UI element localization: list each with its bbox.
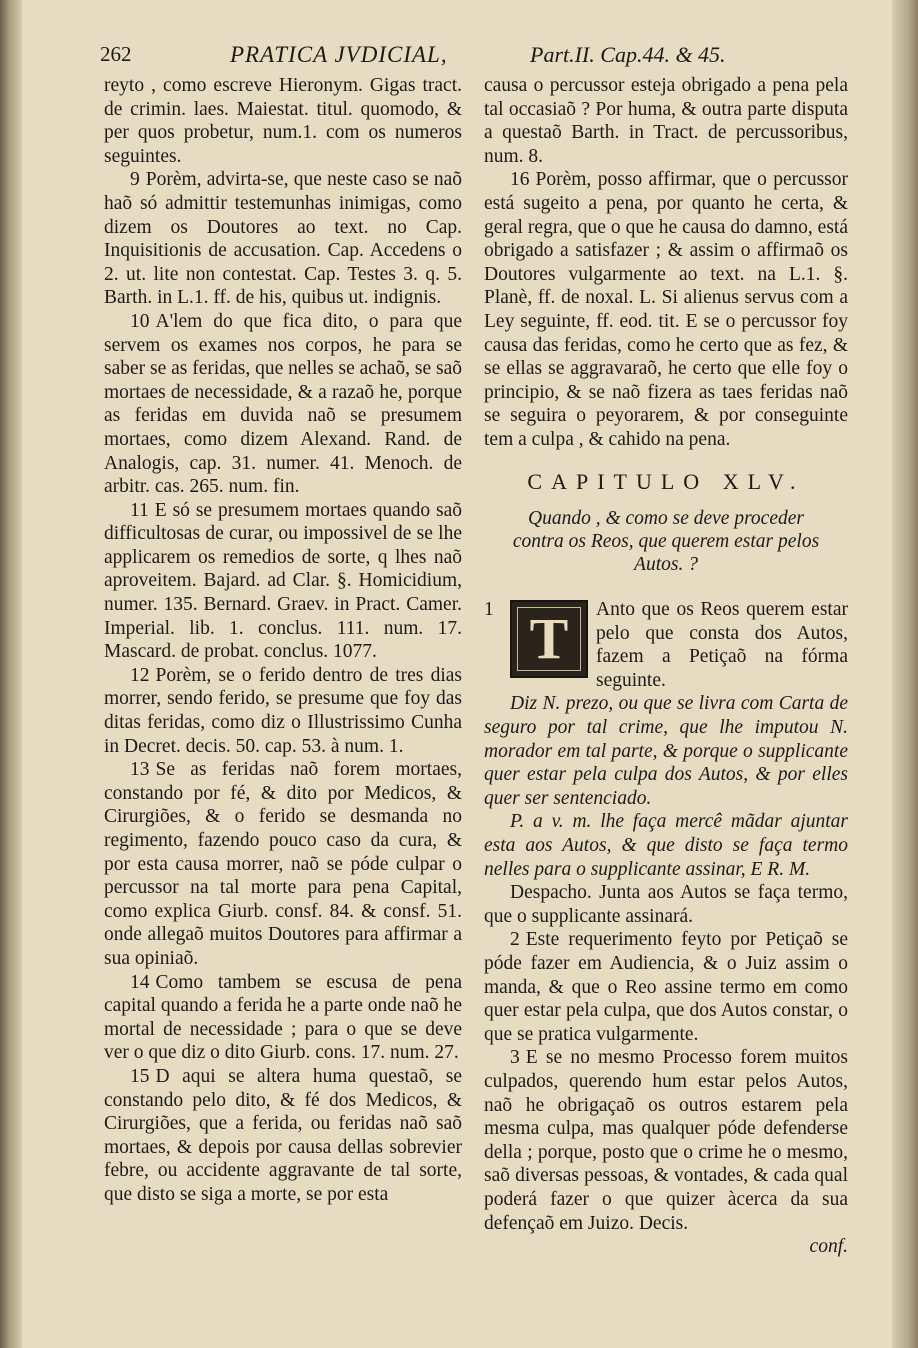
catchword: conf. [809, 1236, 848, 1258]
page-number: 262 [100, 42, 132, 66]
paragraph-15: 15 D aqui se altera huma questaõ, se constando pelo dito, & fé dos Medicos, & Cirurgiões, que a ferida, ou feridas naõ saõ mortaes, & depois por causa dellas sobrevier febre, ou accidente aggravante de tal sorte, que disto se siga a morte, se por esta [104, 1065, 462, 1205]
paragraph-number: 13 [130, 759, 150, 781]
paragraph-10: 10 A'lem do que fica dito, o para que servem os exames nos corpos, he para se saber se as feridas, que nelles se achaõ, se saõ mortaes de necessidade, & a razaõ he, porque as feridas em duvida naõ se presumem mortaes, como dizem Alexand. Rand. de Analogis, cap. 31. numer. 41. Menoch. de arbitr. cas. 265. num. fin. [104, 310, 462, 498]
paragraph-12: 12 Porèm, se o ferido dentro de tres dias morrer, sendo ferido, se presume que foy das ditas feridas, como diz o Illustrissimo Cunha in Decret. decis. 50. cap. 53. à num. 1. [104, 664, 462, 757]
paragraph-16: 16 Porèm, posso affirmar, que o percussor está sugeito a pena, por quanto he certa, & geral regra, que o que he causa do damno, está obrigado a satisfazer ; & assim o affirmaõ os Doutores vulgarmente ao text. na L.1. §. Planè, ff. de noxal. L. Si alienus servus com a Ley seguinte, ff. eod. tit. E se o percussor foy causa das feridas, como he certo que as fez, & se ellas se aggravaraõ, he certo que elle foy o principio, & se naõ fizera as taes feridas naõ se seguira o peyorarem, & por conseguinte tem a culpa , & cahido na pena. [484, 169, 848, 450]
decorated-initial [510, 600, 588, 678]
paragraph-14: 14 Como tambem se escusa de pena capital quando a ferida he a parte onde naõ he mortal de necessidade ; para o que se deve ver o que diz o dito Giurb. cons. 17. num. 27. [104, 971, 462, 1064]
paragraph-11: 11 E só se presumem mortaes quando saõ difficultosas de curar, ou impossivel de se lhe applicarem os remedios de sorte, q lhes naõ aproveitem. Bajard. ad Clar. §. Homicidium, numer. 135. Bernard. Graev. in Pract. Camer. Imperial. lib. 1. conclus. 111. num. 17. Mascard. de probat. conclus. 1077. [104, 499, 462, 663]
paragraph-number: 3 [510, 1047, 520, 1069]
paragraph-number: 12 [130, 664, 150, 686]
paragraph-number: 1 [484, 599, 494, 621]
paragraph-13: 13 Se as feridas naõ forem mortaes, constando por fé, & dito por Medicos, & Cirurgiões, & o ferido se desmanda no regimento, fazendo pouco caso da cura, & por esta causa morrer, naõ se póde culpar o percussor na tal morte para pena Capital, como explica Giurb. consf. 84. & consf. 51. onde allegaõ muitos Doutores para affirmar a sua opiniaõ. [104, 759, 462, 969]
chapter-title: CAPITULO XLV. [527, 468, 805, 494]
petition-text: Diz N. prezo, ou que se livra com Carta de seguro por tal crime, que lhe imputou N. morador em tal parte, & porque o supplicante quer estar pela culpa dos Autos, & por elles quer ser sentenciado. [484, 693, 848, 809]
left-column [104, 74, 462, 1207]
paragraph-number: 14 [130, 971, 150, 993]
paragraph-number: 11 [130, 499, 149, 521]
paragraph: reyto , como escreve Hieronym. Gigas tract. de crimin. laes. Maiestat. titul. quomodo, & per quos probetur, num.1. com os numeros seguintes. [104, 75, 462, 167]
running-header [100, 42, 880, 70]
paragraph-number: 16 [510, 169, 530, 191]
paragraph-9: 9 Porèm, advirta-se, que neste caso se naõ haõ só admittir testemunhas inimigas, como dizem os Doutores ao text. no Cap. Inquisitionis de accusation. Cap. Accedens o 2. ut. lite non contestat. Cap. Testes 3. q. 5. Barth. in L.1. ff. de his, quibus ut. indignis. [104, 169, 462, 309]
binding-gutter [0, 0, 22, 1348]
page-edge [892, 0, 918, 1348]
paragraph: causa o percussor esteja obrigado a pena pela tal occasiaõ ? Por huma, & outra parte disputa a questaõ Barth. in Tract. de percussoribus, num. 8. [484, 75, 848, 167]
paragraph-number: 10 [130, 310, 150, 332]
paragraph-number: 9 [130, 169, 140, 191]
paragraph-number: 2 [510, 929, 520, 951]
part-chapter-label: Part.II. Cap.44. & 45. [530, 42, 726, 67]
paragraph-3: 3 E se no mesmo Processo forem muitos culpados, querendo hum estar pelos Autos, naõ he obrigaçaõ os outros estarem pela mesma culpa, mas qualquer póde defenderse della ; porque, posto que o crime he o mesmo, saõ diversas pessoas, & vontades, & cada qual poderá fazer o que quizer àcerca da sua defençaõ em Juizo. Decis. [484, 1047, 848, 1234]
paragraph-2: 2 Este requerimento feyto por Petiçaõ se póde fazer em Audiencia, & o Juiz assim o manda, & que o Reo assine termo em como quer estar pela culpa, que dos Autos constar, o que se pratica vulgarmente. [484, 929, 848, 1045]
right-column [484, 74, 848, 1259]
paragraph-1: 1 T Anto que os Reos querem estar pelo que consta dos Autos, fazem a Petiçaõ na fórma seguinte. [484, 599, 848, 691]
chapter-summary: Quando , & como se deve proceder contra os Reos, que querem estar pelos Autos. ? [512, 508, 820, 576]
initial-letter: T [529, 606, 569, 672]
dispatch-text: Despacho. Junta aos Autos se faça termo, que o supplicante assinará. [484, 882, 848, 927]
petition-request: P. a v. m. lhe faça mercê mãdar ajuntar esta aos Autos, & que disto se faça termo nelles para o supplicante assinar, E R. M. [484, 811, 848, 880]
running-title: PRATICA JVDICIAL, [230, 42, 448, 67]
paragraph-number: 15 [130, 1065, 150, 1087]
